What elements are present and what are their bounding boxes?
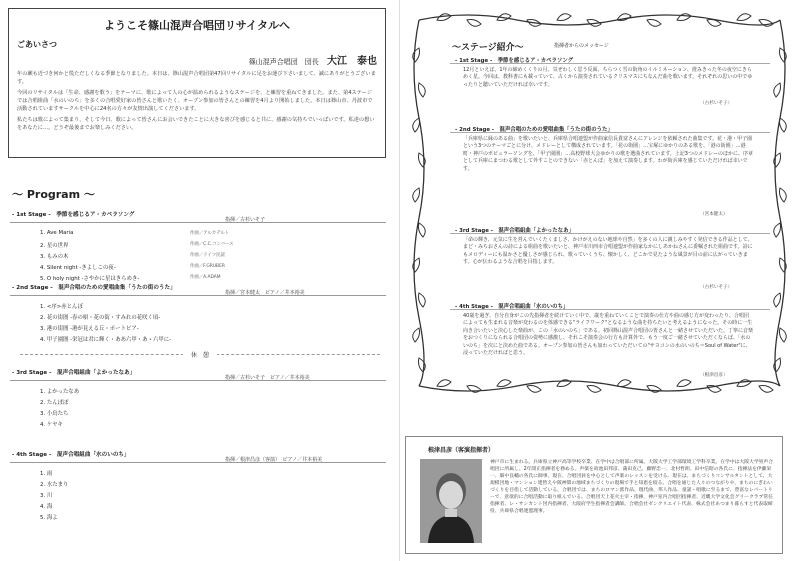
welcome-box — [8, 8, 386, 158]
signature-role: 篠山混声合唱団 団長 — [248, 58, 319, 66]
intro-stage1-heading: - 1st Stage - 季節を感じるア・カペラソング — [455, 58, 574, 64]
stage-intro-subtitle: 指揮者からのメッセージ — [554, 43, 609, 49]
stage1-heading: - 1st Stage - 季節を感じるア・カペラソング — [12, 212, 135, 218]
welcome-title: ようこそ篠山混声合唱団リサイタルへ — [103, 19, 290, 32]
welcome-paragraph-1: 年の瀬も近づき何かと慌ただしくなる季節となりました。本日は、篠山混声合唱団第47回リサイタルに足をお運び下さいまして、誠にありがとうございます。 — [17, 71, 376, 85]
song-item: 1. 雨 — [40, 471, 53, 477]
intro-stage3-signature: （古杉いそ子） — [700, 285, 733, 290]
conductor-profile — [405, 436, 783, 554]
intro-stage3-text: 「命の輝き、元気に生を営んでいくたくましさ、かけがえのない地球や自然」を多くの人に親しみやすく発信できる作品として、まど・みちおさんの詩による組曲を歌いたいと、神戸市川西市合唱連盟が作曲家なかにしあかねさんに委嘱された組曲です。詩にもメロディーにも温かさと優しさが感じられ、歌っていくうち、懐かしく、どこかで見たような風景が目の前に広がっていきます。心が伝わるような合唱を目指します。 — [463, 237, 753, 266]
greeting-heading: ごあいさつ — [17, 40, 57, 49]
intro-stage4-text: 40歳を過ぎ、自分自身がこの先指揮者を続けていく中で、歳を重ねていくことで演奏の仕方や曲の感じ方が変わったり、合唱団によっても生まれる音楽が変わるのを体感できる"ライフワーク"となるような曲を持ちたいと考えるようになった。その時に一生向き合いたいと決心した楽曲が、この「水のいのち」である。初回篠山混声合唱団の皆さんと一緒させていただいた。丁寧に音楽をおつくりになられる合唱団の姿勢に感激し、それこそ演奏会の行方も計算外で、もう一度ご一緒させていただくならば、「水のいのち」を次にと決めた曲である。オープン参加の皆さんも加わっていただいての"サヨコンの水のいのち＝Soul of Water"に、浸っていただければと思う。 — [463, 313, 754, 357]
intro-stage4-signature: （根津昌彦） — [700, 373, 728, 378]
profile-bio: 神戸市に生まれる。兵庫県立神戸高等学校卒業、在学中は合唱部に所属。大阪大学工学部環境工学科卒業。在学中は大阪大学男声合唱団に所属し、2年間正指揮者を務める。声楽を故池田邦彦、蒲田克己、藤野忠一、北村哲朗、田中信昭の各氏に、指揮法を伊藤栄一、畑中良輔の各氏に師事。現在、合唱団員を中心として声楽のレッスンを受ける。現在は、まちづくりコンサルタントとして、大規模団地・マンション建替えや阪神間の地域まちづくりの現場で手と知恵を絞る。合唱を通じた人々のつながりや、まちのにぎわいづくりを目指して活動している。合唱団では、まちのロマン派作品、現代曲、邦人作品、童謡・唱歌に至るまで、豊富なレパートリーで、意欲的に合唱活動に取り組んでいる。合唱団天上花火主宰・指揮、神戸室内合唱団指揮者、近畿大学文化会グリークラブ常任指揮者、レ・サシカント団内指揮者、大阪府学生指揮者会講師。合唱会社ゼンクリエイト代表、株式会社あつまり暮らすと代表取締役、兵庫県合唱連盟理事。 — [490, 460, 774, 514]
song-item: 3. 小鳥たち — [40, 411, 69, 417]
song-item: 2. 星の世界 作曲／C.C.コンバース — [40, 242, 234, 249]
intro-stage3-heading: - 3rd Stage - 混声合唱組曲「よかったなあ」 — [455, 228, 574, 234]
stage2-credits: 指揮／宮本健太 ピアノ／井本裕美 — [225, 290, 305, 296]
divider — [450, 309, 770, 310]
song-item: 2. 水たまり — [40, 482, 69, 488]
intro-stage2-signature: （宮本健太） — [700, 212, 728, 217]
signature-name: 大江 泰也 — [327, 56, 377, 67]
song-item: 1. <序>赤とんぼ — [40, 304, 83, 310]
intro-stage1-text: 12月といえば、1年の締めくくりの月。気ぜわしく思う反面、ちらつく雪の街角のイルミネーション、澄みきった冬の夜空にきらめく星。今回は、教科書にも載っていて、古くから演奏されているクリスマスにちなんだ曲を歌います。それぞれの思いの中でゆったりと聴いていただければ幸いです。 — [463, 67, 753, 88]
song-item: 2. 花の街圏 -春の唄・花の街・すみれの花咲く頃- — [40, 315, 161, 321]
stage3-heading: - 3rd Stage - 混声合唱組曲「よかったなあ」 — [12, 370, 136, 376]
song-item: 3. 港の街圏 -港が見える丘・ポートピア- — [40, 326, 139, 332]
song-item: 4. Silent night -きよしこの夜- 作曲／F.GRUBER — [40, 264, 225, 271]
song-item: 4. 海 — [40, 504, 53, 510]
song-item: 1. よかったなあ — [40, 389, 80, 395]
song-item: 2. たんぽぽ — [40, 400, 69, 406]
song-item: 5. O holy night -さやかに星はきらめき- 作曲／A.ADAM — [40, 275, 221, 282]
intro-stage4-heading: - 4th Stage - 混声合唱組曲「水のいのち」 — [455, 304, 569, 310]
divider — [10, 462, 386, 463]
divider — [10, 295, 386, 296]
divider — [450, 63, 770, 64]
stage-intro-title: ～ステージ紹介～ — [452, 43, 524, 53]
stage4-heading: - 4th Stage - 混声合唱組曲「水のいのち」 — [12, 452, 130, 458]
intro-stage2-text: 「兵庫県に縁のある曲」を歌いたいと、兵庫県合唱連盟が作曲家信長貴富さんにアレンジを依頼された曲集です。花・港・甲子園という3つのテーマごとに分け、メドレーとして構成されています。「花の街圏」…宝塚にゆかりのある歌を、「港の街圏」…港町・神戸のポピュラーソングを、「甲子園圏」…高校野球大会ゆかりの歌を選曲されています。上記3つのメドレーのほかに、序章として兵庫にまつわる歌として外すことのできない「赤とんぼ」を加えて演奏します。わが街兵庫を感じていただければ幸いです。 — [463, 136, 753, 172]
stage4-credits: 指揮／根津昌彦（客演） ピアノ／井本裕美 — [225, 457, 323, 463]
conductor-photo — [420, 459, 482, 543]
welcome-paragraph-3: 私たちは歌によって集まり、そして今日、歌によって皆さんにお会いできたことに大きな喜びを感じると共に、感謝の気持ちでいっぱいです。私達の想いをあなたに…。どうぞ最後までお楽しみください。 — [17, 117, 375, 131]
intro-stage1-signature: （古杉いそ子） — [700, 101, 733, 106]
divider — [10, 380, 386, 381]
stage2-heading: - 2nd Stage - 混声合唱のための愛唱曲集「うたの街のうた」 — [12, 285, 176, 291]
divider — [450, 132, 770, 133]
song-item: 4. ケヤキ — [40, 422, 63, 428]
stage3-credits: 指揮／古杉いそ子 ピアノ／井本裕美 — [225, 375, 310, 381]
welcome-paragraph-2: 今回のリサイタルは「生命、感謝を歌う」をテーマに、歌によって人の心が温められるようなステージを、と練習を重ねてきました。また、第4ステージでは合唱組曲「水のいのち」を多くの合唱愛好家の皆さんと歌いたく、オープン参加の皆さんとの練習を4月より開始しました。本日は篠山市、丹波市で活動されていますサークルを中心に24名の方々が友情出演してくださいます。 — [17, 90, 373, 112]
signature — [17, 52, 377, 67]
song-item: 1. Ave Maria 作曲／アルカデルト — [40, 230, 230, 236]
divider — [10, 222, 386, 223]
stage1-credits: 指揮／古杉いそ子 — [225, 217, 266, 223]
intro-stage2-heading: - 2nd Stage - 混声合唱のための愛唱曲集「うたの街のうた」 — [455, 127, 613, 133]
song-item: 4. 甲子園圏 -栄冠は君に輝く・ああ六甲・あゝ六甲に- — [40, 337, 172, 343]
intermission: 休 憩 — [20, 350, 380, 359]
song-item: 3. もみの木 作曲／ドイツ民謡 — [40, 253, 225, 260]
song-item: 5. 海よ — [40, 515, 58, 521]
song-item: 3. 川 — [40, 493, 53, 499]
profile-heading: 根津昌彦（客演指揮者） — [428, 447, 495, 454]
divider — [450, 233, 770, 234]
program-title: ～ Program ～ — [12, 188, 95, 201]
